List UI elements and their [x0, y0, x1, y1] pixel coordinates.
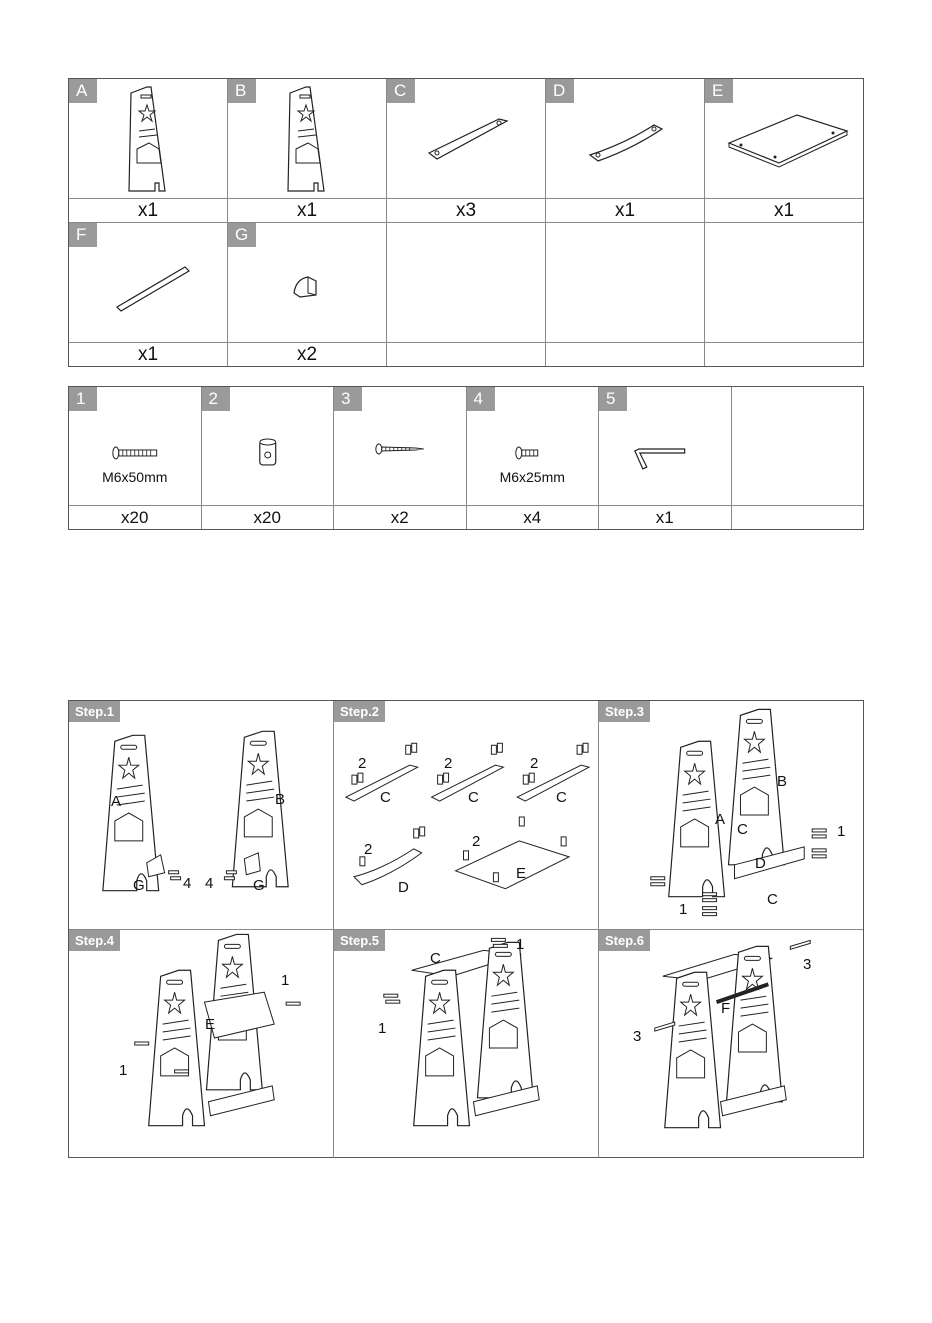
- part-qty: x1: [228, 199, 387, 222]
- side-panel-a-icon: [69, 79, 227, 198]
- hardware-number: 4: [467, 387, 495, 411]
- step-title: Step.6: [599, 930, 650, 951]
- step-label: 2: [444, 755, 453, 772]
- step-5: [334, 930, 599, 1158]
- step-4-illustration: [69, 930, 333, 1158]
- step-label: 1: [679, 901, 688, 918]
- hardware-qty: x1: [599, 506, 732, 529]
- step-label: 2: [358, 755, 367, 772]
- hardware-spec: M6x50mm: [102, 469, 168, 485]
- step-5-illustration: [334, 930, 598, 1158]
- hardware-cell-5: [599, 387, 732, 505]
- empty-cell: [705, 223, 863, 342]
- step-1-illustration: [69, 701, 333, 929]
- hardware-cell-4: [467, 387, 600, 505]
- empty-cell: [387, 223, 546, 342]
- step-label: F: [721, 1000, 731, 1017]
- step-title: Step.3: [599, 701, 650, 722]
- step-label: 1: [516, 936, 525, 953]
- part-letter: B: [228, 79, 256, 103]
- hardware-number: 2: [202, 387, 230, 411]
- empty-cell: [732, 506, 864, 529]
- part-letter: G: [228, 223, 256, 247]
- part-letter: C: [387, 79, 415, 103]
- hardware-cell-3: [334, 387, 467, 505]
- step-title: Step.1: [69, 701, 120, 722]
- empty-cell: [732, 387, 864, 505]
- step-label: 1: [837, 823, 846, 840]
- part-qty: x3: [387, 199, 546, 222]
- part-cell-a: [69, 79, 228, 198]
- side-panel-b-icon: [228, 79, 386, 198]
- empty-cell: [387, 343, 546, 366]
- step-label: 3: [633, 1028, 642, 1045]
- step-2-illustration: [334, 701, 598, 929]
- part-qty: x1: [773, 200, 795, 221]
- step-label: C: [430, 950, 441, 967]
- step-label: A: [111, 793, 122, 810]
- step-label: C: [380, 789, 391, 806]
- hardware-qty: x20: [69, 506, 202, 529]
- part-letter: D: [546, 79, 574, 103]
- step-6: [599, 930, 863, 1158]
- part-cell-e: [705, 79, 863, 198]
- curved-rail-icon: [546, 79, 704, 198]
- hardware-qty: x4: [467, 506, 600, 529]
- part-qty: x1: [69, 199, 228, 222]
- step-label: A: [715, 811, 726, 828]
- empty-cell: [546, 223, 705, 342]
- part-letter: F: [69, 223, 97, 247]
- step-label: C: [556, 789, 567, 806]
- rod-icon: [69, 223, 227, 342]
- hardware-number: 1: [69, 387, 97, 411]
- step-label: C: [737, 821, 748, 838]
- wood-screw-icon: [334, 387, 466, 505]
- hardware-table: [68, 386, 864, 530]
- part-letter: E: [705, 79, 733, 103]
- part-qty: x2: [228, 343, 387, 366]
- step-label: D: [398, 879, 409, 896]
- step-label: 2: [364, 841, 373, 858]
- hardware-qty: x2: [334, 506, 467, 529]
- part-qty: x1: [546, 199, 705, 222]
- step-title: Step.5: [334, 930, 385, 951]
- step-label: 1: [281, 972, 290, 989]
- step-2: [334, 701, 599, 929]
- step-label: 3: [803, 956, 812, 973]
- step-3-illustration: [599, 701, 863, 929]
- step-label: 4: [183, 875, 192, 892]
- assembly-steps: [68, 700, 864, 1158]
- platform-board-icon: [705, 79, 863, 198]
- step-label: B: [777, 773, 788, 790]
- straight-rail-icon: [387, 79, 545, 198]
- part-cell-b: [228, 79, 387, 198]
- hardware-spec: M6x25mm: [499, 469, 565, 485]
- foot-block-icon: [228, 223, 386, 342]
- barrel-nut-icon: [202, 387, 334, 505]
- short-bolt-icon: [467, 387, 599, 505]
- empty-cell: [546, 343, 705, 366]
- parts-table: [68, 78, 864, 367]
- step-label: E: [205, 1016, 216, 1033]
- hardware-cell-2: [202, 387, 335, 505]
- allen-key-icon: [599, 387, 731, 505]
- step-label: 2: [472, 833, 481, 850]
- step-label: 2: [530, 755, 539, 772]
- long-bolt-icon: [69, 387, 201, 505]
- step-label: E: [516, 865, 527, 882]
- part-cell-f: [69, 223, 228, 342]
- step-title: Step.2: [334, 701, 385, 722]
- empty-cell: [705, 343, 863, 366]
- hardware-cell-1: [69, 387, 202, 505]
- step-label: G: [133, 877, 145, 894]
- step-label: B: [275, 791, 286, 808]
- part-cell-d: [546, 79, 705, 198]
- hardware-qty: x20: [202, 506, 335, 529]
- step-label: C: [468, 789, 479, 806]
- step-label: D: [755, 855, 766, 872]
- step-label: 1: [119, 1062, 128, 1079]
- part-cell-g: [228, 223, 387, 342]
- part-letter: A: [69, 79, 97, 103]
- hardware-number: 5: [599, 387, 627, 411]
- part-cell-c: [387, 79, 546, 198]
- step-label: G: [253, 877, 265, 894]
- step-3: [599, 701, 863, 929]
- step-title: Step.4: [69, 930, 120, 951]
- part-qty: x1: [69, 343, 228, 366]
- step-4: [69, 930, 334, 1158]
- step-1: [69, 701, 334, 929]
- step-label: C: [767, 891, 778, 908]
- hardware-number: 3: [334, 387, 362, 411]
- step-label: 4: [205, 875, 214, 892]
- step-label: 1: [378, 1020, 387, 1037]
